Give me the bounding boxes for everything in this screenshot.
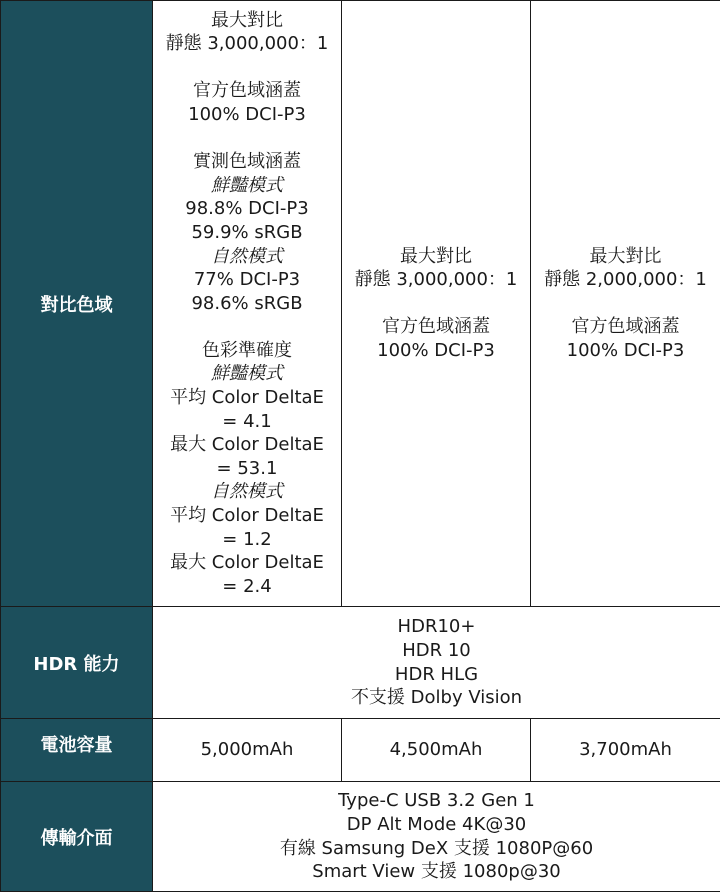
accuracy-natural-avg-line2: = 1.2 xyxy=(222,528,272,550)
interface-line: 有線 Samsung DeX 支援 1080P@60 xyxy=(279,837,594,859)
accuracy-vivid-avg-line1: 平均 Color DeltaE xyxy=(170,387,324,409)
cell-battery-model-2: 4,500mAh xyxy=(342,719,531,782)
accuracy-natural-avg-line1: 平均 Color DeltaE xyxy=(170,505,324,527)
row-header-contrast-gamut: 對比色域 xyxy=(1,1,153,607)
accuracy-natural-max-line2: = 2.4 xyxy=(222,575,272,597)
natural-srgb-value: 98.6% sRGB xyxy=(191,292,303,314)
interface-line: Type-C USB 3.2 Gen 1 xyxy=(338,790,535,812)
max-contrast-title: 最大對比 xyxy=(400,245,472,267)
accuracy-vivid-max-line2: = 53.1 xyxy=(216,457,278,479)
vivid-dci-value: 98.8% DCI-P3 xyxy=(185,198,309,220)
gamut-official-title: 官方色域涵蓋 xyxy=(193,80,301,102)
natural-dci-value: 77% DCI-P3 xyxy=(193,269,301,291)
cell-interface xyxy=(153,782,720,892)
hdr-line: HDR10+ xyxy=(397,616,476,638)
gamut-official-value: 100% DCI-P3 xyxy=(377,339,495,361)
gamut-official-value: 100% DCI-P3 xyxy=(566,339,685,361)
cell-hdr xyxy=(153,607,720,719)
cell-contrast-gamut-model-1 xyxy=(153,1,342,607)
hdr-line: HDR HLG xyxy=(394,663,479,685)
interface-line: Smart View 支援 1080p@30 xyxy=(312,861,561,883)
gamut-official-title: 官方色域涵蓋 xyxy=(382,316,490,338)
row-header-battery: 電池容量 xyxy=(1,719,153,782)
accuracy-vivid-max-line1: 最大 Color DeltaE xyxy=(170,434,324,456)
max-contrast-value: 靜態 3,000,000：1 xyxy=(165,33,329,55)
interface-line: DP Alt Mode 4K@30 xyxy=(346,813,527,835)
vivid-srgb-value: 59.9% sRGB xyxy=(191,221,303,243)
accuracy-vivid-mode-label: 鮮豔模式 xyxy=(211,363,283,385)
accuracy-natural-mode-label: 自然模式 xyxy=(211,481,283,503)
cell-contrast-gamut-model-3 xyxy=(531,1,720,607)
row-header-hdr: HDR 能力 xyxy=(1,607,153,719)
row-battery xyxy=(1,719,720,782)
max-contrast-title: 最大對比 xyxy=(589,245,662,267)
row-hdr xyxy=(1,607,720,719)
gamut-official-value: 100% DCI-P3 xyxy=(188,103,306,125)
max-contrast-title: 最大對比 xyxy=(211,9,283,31)
gamut-measured-title: 實測色域涵蓋 xyxy=(193,151,301,173)
hdr-line: HDR 10 xyxy=(402,639,471,661)
gamut-official-title: 官方色域涵蓋 xyxy=(571,316,680,338)
row-interface xyxy=(1,782,720,892)
row-header-interface: 傳輸介面 xyxy=(1,782,153,892)
max-contrast-value: 靜態 3,000,000：1 xyxy=(354,269,518,291)
vivid-mode-label: 鮮豔模式 xyxy=(211,174,283,196)
accuracy-title: 色彩準確度 xyxy=(202,339,292,361)
max-contrast-value: 靜態 2,000,000：1 xyxy=(544,269,707,291)
cell-battery-model-3: 3,700mAh xyxy=(531,719,720,782)
accuracy-vivid-avg-line2: = 4.1 xyxy=(222,410,272,432)
cell-battery-model-1: 5,000mAh xyxy=(153,719,342,782)
natural-mode-label: 自然模式 xyxy=(211,245,283,267)
hdr-line: 不支援 Dolby Vision xyxy=(350,687,523,709)
accuracy-natural-max-line1: 最大 Color DeltaE xyxy=(170,552,324,574)
cell-contrast-gamut-model-2 xyxy=(342,1,531,607)
row-contrast-gamut xyxy=(1,1,720,607)
